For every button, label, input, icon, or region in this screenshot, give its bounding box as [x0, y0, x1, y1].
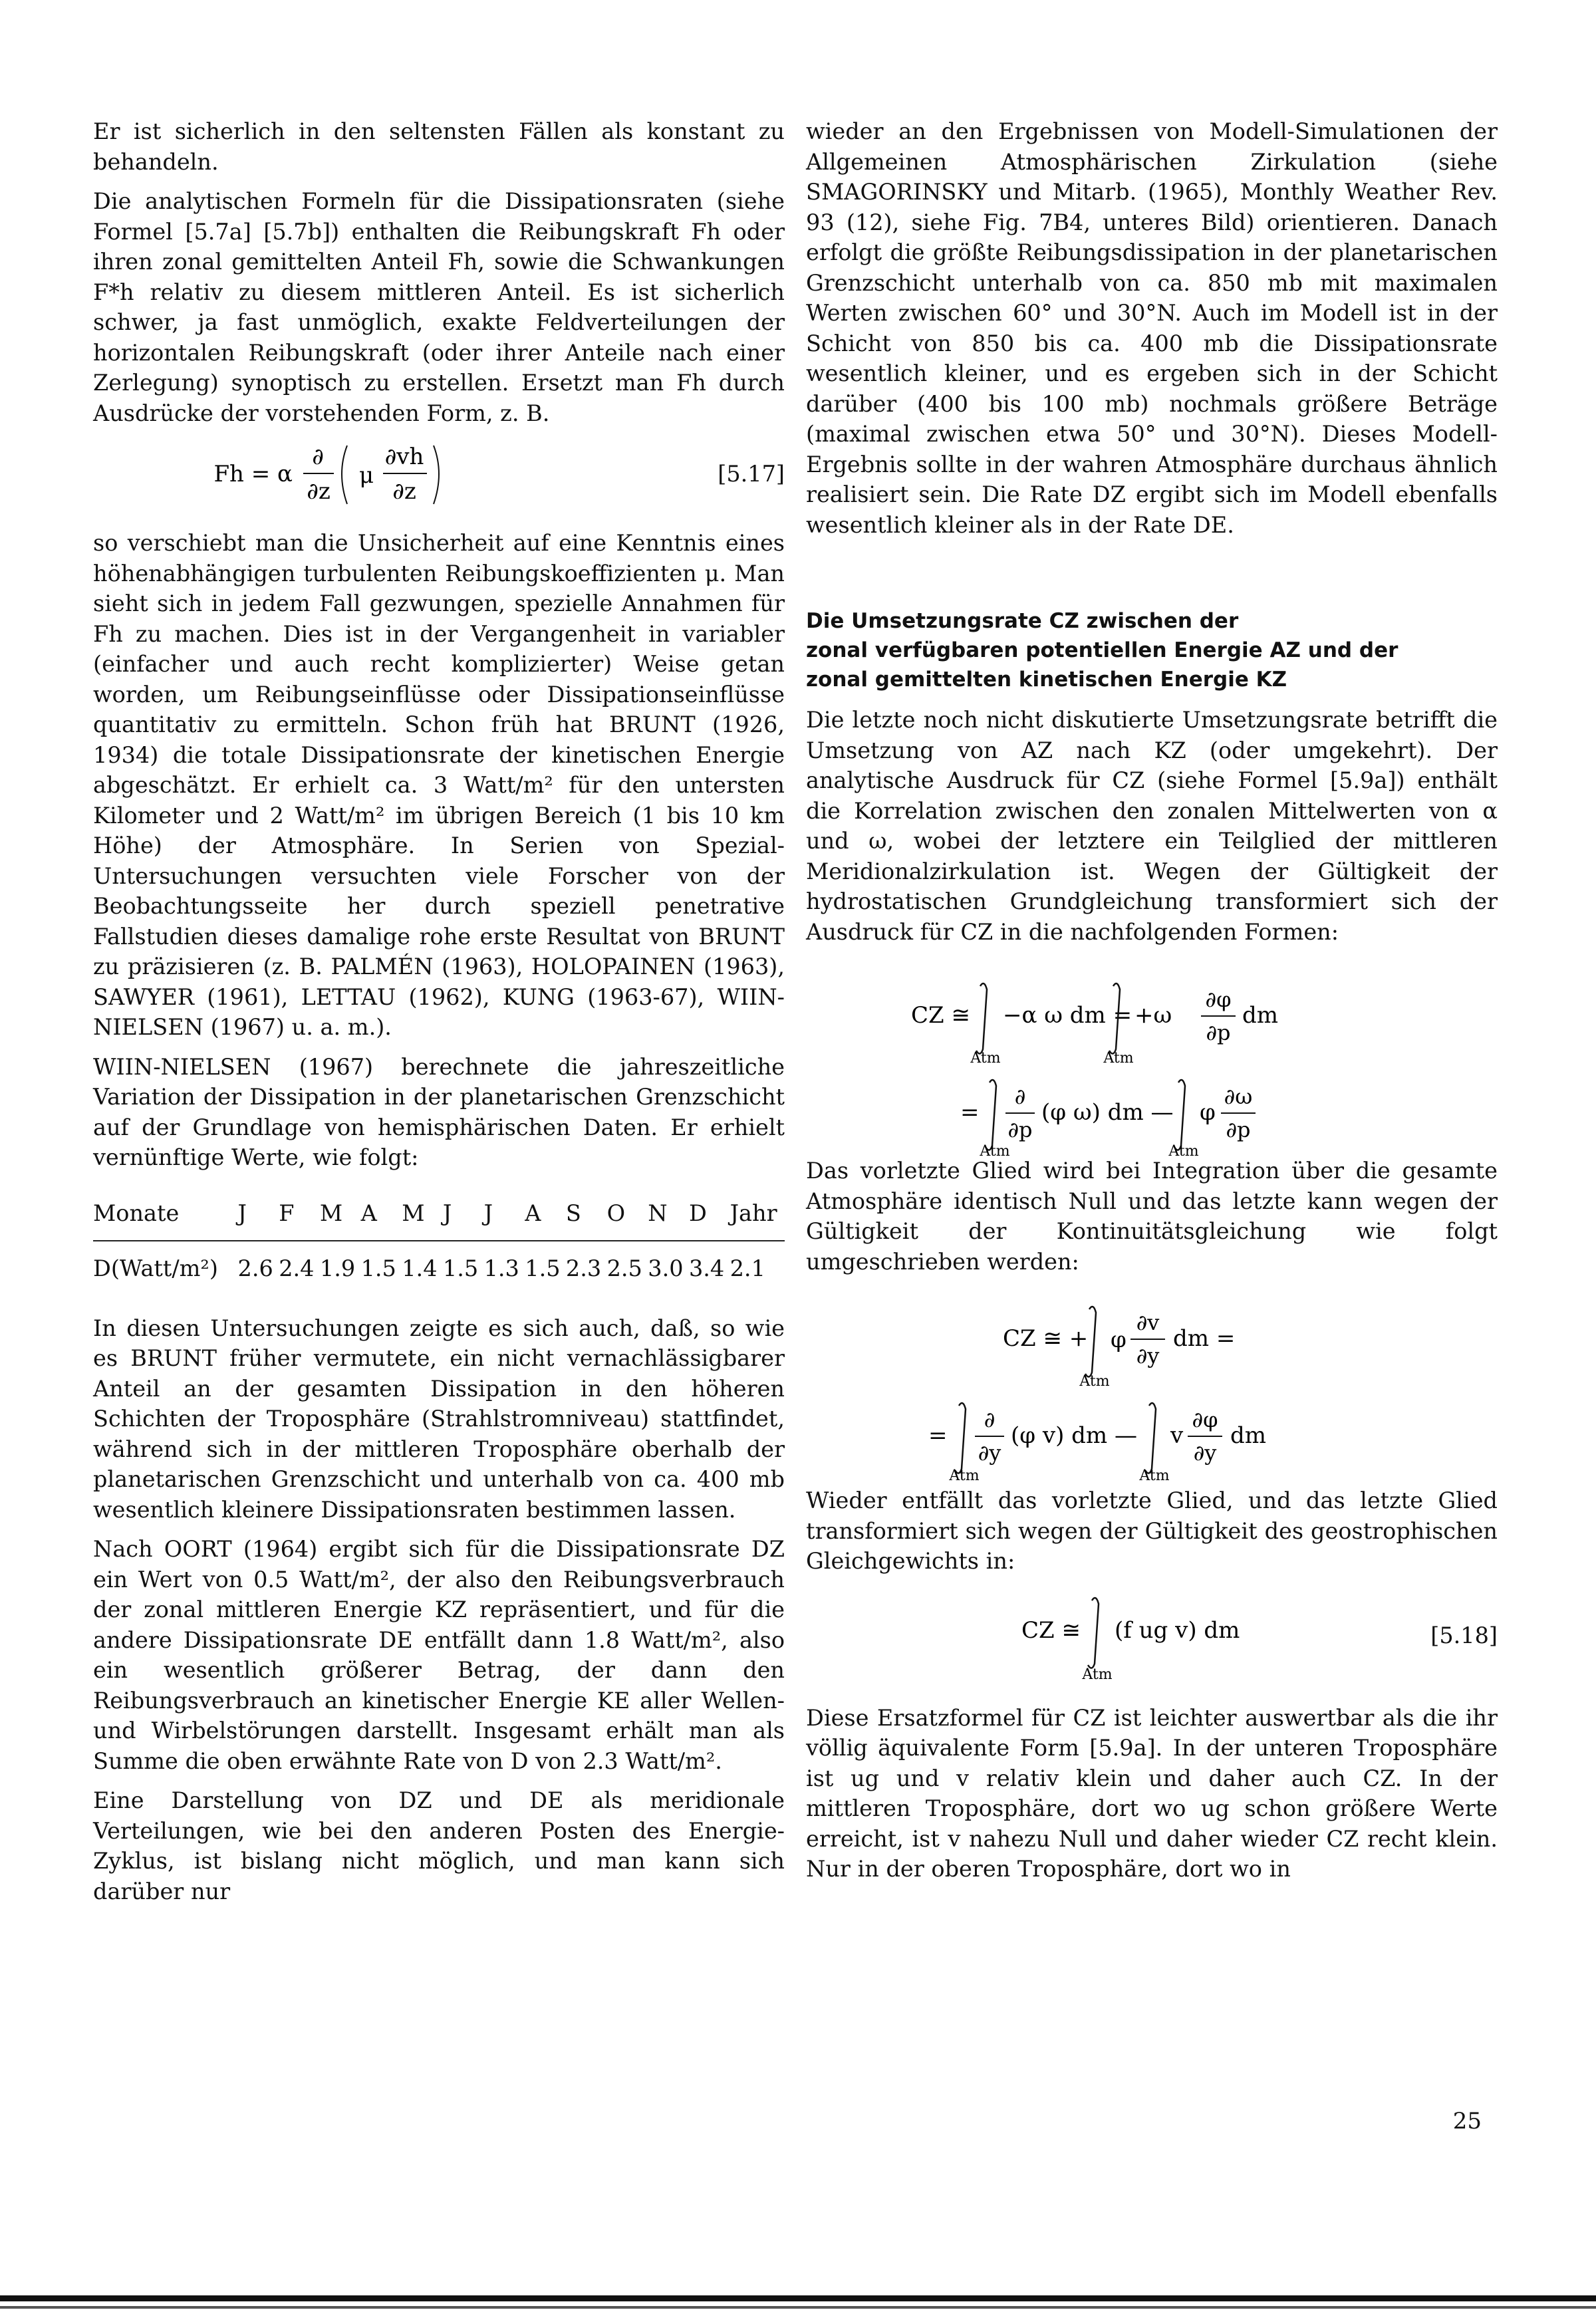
eq-term: (φ ω) dm — — [1041, 1099, 1174, 1126]
eq-dphi: ∂φ — [1192, 1407, 1218, 1432]
eq-atm: Atm — [970, 1050, 1001, 1067]
bottom-rule — [0, 2295, 1596, 2301]
table-cell: 1.9 — [319, 1255, 356, 1281]
table-cell: D — [689, 1196, 730, 1241]
paragraph: Wieder entfällt das vorletzte Glied, und das letzte Glied transformiert sich wegen der Gültigkeit des geostrophischen Gleichgewichts in: — [806, 1487, 1498, 1574]
equation-5-17-formula — [93, 438, 466, 511]
table-cell: S — [566, 1196, 607, 1241]
eq-partial: ∂ — [312, 444, 324, 470]
eq-term: (φ v) dm — — [1011, 1422, 1137, 1449]
table-cell: 1.5 — [360, 1255, 396, 1281]
eq-atm: Atm — [949, 1468, 980, 1484]
eq-term: −α ω dm = — [1003, 1002, 1132, 1029]
heading-line: zonal verfügbaren potentiellen Energie AZ und der — [806, 638, 1398, 662]
eq-lhs: CZ ≅ + — [1003, 1325, 1089, 1352]
eq-phi: φ — [1111, 1327, 1127, 1353]
eq-atm: Atm — [1082, 1666, 1113, 1683]
eq-dz2: ∂z — [392, 478, 416, 505]
eq-partial: ∂ — [984, 1407, 996, 1432]
paragraph: Nach OORT (1964) ergibt sich für die Dissipationsrate DZ ein Wert von 0.5 Watt/m², der also den Reibungsverbrauch der zonal mittleren Energie KZ repräsentiert, und für die andere Dissipationsrate DE entfällt dann 1.8 Watt/m², also ein wesentlich größerer Betrag, der dann den Reibungsverbrauch an kinetischer Energie KE aller Wellen- und Wirbelstörungen darstellt. Insgesamt erhält man als Summe die oben erwähnte Rate von D von 2.3 Watt/m². — [93, 1536, 785, 1774]
eq-lhs: Fh = α — [213, 461, 293, 487]
equation-5-18-formula — [806, 1586, 1271, 1686]
eq-dp: ∂p — [1206, 1020, 1231, 1045]
eq-domega: ∂ω — [1224, 1084, 1253, 1109]
paragraph: Das vorletzte Glied wird bei Integration über die gesamte Atmosphäre identisch Null und das letzte kann wegen der Gültigkeit der Kontinuitätsgleichung wie folgt umgeschrieben werden: — [806, 1158, 1498, 1275]
paragraph: so verschiebt man die Unsicherheit auf eine Kenntnis eines höhenabhängigen turbulenten Reibungskoeffizienten μ. Man sieht sich in jedem Fall gezwungen, spezielle Annahmen für Fh zu machen. Dies ist in der Vergangenheit in variabler (einfacher und auch recht komplizierter) Weise getan worden, um Reibungseinflüsse oder Dissipationseinflüsse quantitativ zu ermitteln. Schon früh hat BRUNT (1926, 1934) die totale Dissipationsrate der kinetischen Energie abgeschätzt. Er erhielt ca. 3 Watt/m² für den untersten Kilometer und 2 Watt/m² im übrigen Bereich (1 bis 10 km Höhe) der Atmosphäre. In Serien von Spezial-Untersuchungen versuchten viele Forscher von der Beobachtungsseite her durch speziell penetrative Fallstudien dieses damalige rohe erste Resultat von BRUNT zu präzisieren (z. B. PALMÉN (1963), HOLOPAINEN (1963), SAWYER (1961), LETTAU (1962), KUNG (1963-67), WIIN-NIELSEN (1967) u. a. m.). — [93, 530, 785, 1040]
eq-dphi: ∂φ — [1205, 987, 1232, 1012]
paragraph: Eine Darstellung von DZ und DE als meridionale Verteilungen, wie bei den anderen Posten des Energie-Zyklus, ist bislang nicht möglich, und man kann sich darüber nur — [93, 1787, 785, 1904]
table-cell: A — [525, 1196, 566, 1241]
table-cell: 2.4 — [279, 1255, 315, 1281]
eq-dm: dm — [1230, 1422, 1267, 1449]
table-cell: 3.0 — [648, 1255, 684, 1281]
eq-mu: μ — [359, 462, 374, 489]
table-cell: 1.4 — [402, 1255, 438, 1281]
eq-dp: ∂p — [1007, 1117, 1033, 1142]
equation-5-18 — [806, 1586, 1498, 1686]
paragraph: Er ist sicherlich in den seltensten Fällen als konstant zu behandeln. — [93, 118, 785, 175]
bottom-rule-thin — [0, 2306, 1596, 2309]
paragraph: wieder an den Ergebnissen von Modell-Simulationen der Allgemeinen Atmosphärischen Zirkulation (siehe SMAGORINSKY und Mitarb. (1965), Monthly Weather Rev. 93 (12), siehe Fig. 7B4, unteres Bild) orientieren. Danach erfolgt die größte Reibungsdissipation in der planetarischen Grenzschicht unterhalb von ca. 850 mb mit maximalen Werten zwischen 60° und 30°N. Auch im Modell ist in der Schicht von 850 bis ca. 400 mb die Dissipationsrate wesentlich kleiner, und es ergeben sich in der Schicht darüber (400 bis 100 mb) nochmals größere Beträge (maximal zwischen etwa 50° und 30°N). Dieses Modell-Ergebnis sollte in der wahren Atmosphäre durchaus ähnlich realisiert sein. Die Rate DZ ergibt sich im Modell ebenfalls wesentlich kleiner als in der Rate DE. — [806, 118, 1498, 538]
equation-number: [5.18] — [1430, 1622, 1498, 1648]
equation-cz-pressure — [806, 956, 1498, 1156]
eq-atm: Atm — [1139, 1468, 1170, 1484]
table-cell: Monate — [93, 1196, 238, 1241]
table-cell: D(Watt/m²) — [93, 1255, 218, 1281]
paragraph: In diesen Untersuchungen zeigte es sich auch, daß, so wie es BRUNT früher vermutete, ein nicht vernachlässigbarer Anteil an der gesamten Dissipation in den höheren Schichten der Troposphäre (Strahlstromniveau) stattfindet, während sich in der mittleren Troposphäre oberhalb der planetarischen Grenzschicht und unterhalb von ca. 400 mb wesentlich kleinere Dissipationsraten bestimmen lassen. — [93, 1315, 785, 1523]
eq-lhs: CZ ≅ — [1021, 1616, 1081, 1644]
eq-equals: = — [960, 1099, 980, 1126]
table-cell: 1.5 — [525, 1255, 561, 1281]
eq-dm: dm = — [1173, 1325, 1236, 1352]
page-number: 25 — [1452, 2108, 1482, 2134]
eq-lhs: CZ ≅ — [911, 1002, 970, 1029]
table-cell: J — [443, 1196, 484, 1241]
table-cell: J — [484, 1196, 525, 1241]
table-header-row — [93, 1196, 785, 1241]
paragraph: Diese Ersatzformel für CZ ist leichter auswertbar als die ihr völlig äquivalente Form [5.9a]. In der unteren Troposphäre ist ug und v relativ klein und daher auch CZ. In der mittleren Troposphäre, dort wo ug schon größere Werte erreicht, ist v nahezu Null und daher wieder CZ recht klein. Nur in der oberen Troposphäre, dort wo in — [806, 1704, 1498, 1882]
equation-5-17 — [93, 438, 785, 511]
right-column — [806, 116, 1498, 1894]
section-heading — [806, 606, 1498, 694]
eq-atm: Atm — [1168, 1143, 1199, 1156]
table-cell: A — [361, 1196, 402, 1241]
eq-atm: Atm — [1103, 1050, 1134, 1067]
paragraph: Die letzte noch nicht diskutierte Umsetzungsrate betrifft die Umsetzung von AZ nach KZ (oder umgekehrt). Der analytische Ausdruck für CZ (siehe Formel [5.9a]) enthält die Korrelation zwischen den zonalen Mittelwerten von α und ω, wobei der letztere ein Teilglied der mittleren Meridionalzirkulation ist. Wegen der Gültigkeit der hydrostatischen Grundgleichung transformiert sich der Ausdruck für CZ in die nachfolgenden Formen: — [806, 707, 1498, 945]
table-cell: F — [279, 1196, 320, 1241]
eq-dy: ∂y — [1136, 1343, 1160, 1368]
paragraph: Die analytischen Formeln für die Dissipationsraten (siehe Formel [5.7a] [5.7b]) enthalten die Reibungskraft Fh oder ihren zonal gemittelten Anteil Fh, sowie die Schwankungen F*h relativ zu diesem mittleren Anteil. Es ist sicherlich schwer, ja fast unmöglich, exakte Feldverteilungen der horizontalen Reibungskraft (oder ihrer Anteile nach einer Zerlegung) synoptisch zu erstellen. Ersetzt man Fh durch Ausdrücke der vorstehenden Form, z. B. — [93, 188, 785, 426]
table-cell: 3.4 — [688, 1255, 725, 1281]
table-cell: 2.1 — [730, 1255, 765, 1281]
eq-partial: ∂ — [1014, 1084, 1026, 1109]
table-cell: 1.3 — [483, 1255, 519, 1281]
table-cell: O — [607, 1196, 648, 1241]
eq-phi: φ — [1200, 1099, 1216, 1126]
dissipation-table — [93, 1196, 785, 1287]
table-cell: M — [402, 1196, 443, 1241]
eq-atm: Atm — [1079, 1373, 1110, 1390]
table-cell: J — [238, 1196, 279, 1241]
equation-number: [5.17] — [718, 461, 785, 487]
eq-body: (f ug v) dm — [1115, 1616, 1240, 1644]
heading-line: zonal gemittelten kinetischen Energie KZ — [806, 668, 1287, 692]
eq-dv: ∂vh — [384, 444, 424, 470]
eq-atm: Atm — [980, 1143, 1010, 1156]
table-cell: Jahr — [730, 1196, 785, 1241]
eq-term: +ω — [1134, 1002, 1172, 1029]
table-row — [93, 1241, 785, 1287]
eq-dm: dm — [1242, 1002, 1279, 1029]
eq-dv: ∂v — [1136, 1310, 1160, 1335]
eq-dp: ∂p — [1226, 1117, 1251, 1142]
table-cell: 2.6 — [237, 1255, 273, 1281]
eq-dz: ∂z — [307, 478, 331, 505]
paragraph: WIIN-NIELSEN (1967) berechnete die jahreszeitliche Variation der Dissipation in der planetarischen Grenzschicht auf der Grundlage von hemisphärischen Daten. Er erhielt vernünftige Werte, wie folgt: — [93, 1053, 785, 1170]
table-cell: 1.5 — [442, 1255, 479, 1281]
table-cell: 2.3 — [565, 1255, 602, 1281]
eq-dy: ∂y — [978, 1440, 1001, 1466]
equation-cz-meridional — [806, 1286, 1498, 1485]
table-cell: N — [648, 1196, 689, 1241]
table-cell: 2.5 — [606, 1255, 642, 1281]
heading-line: Die Umsetzungsrate CZ zwischen der — [806, 609, 1239, 633]
eq-v: v — [1170, 1422, 1184, 1449]
eq-equals: = — [928, 1422, 948, 1449]
table-cell: M — [320, 1196, 361, 1241]
left-column — [93, 116, 785, 1916]
eq-dy: ∂y — [1193, 1440, 1217, 1466]
